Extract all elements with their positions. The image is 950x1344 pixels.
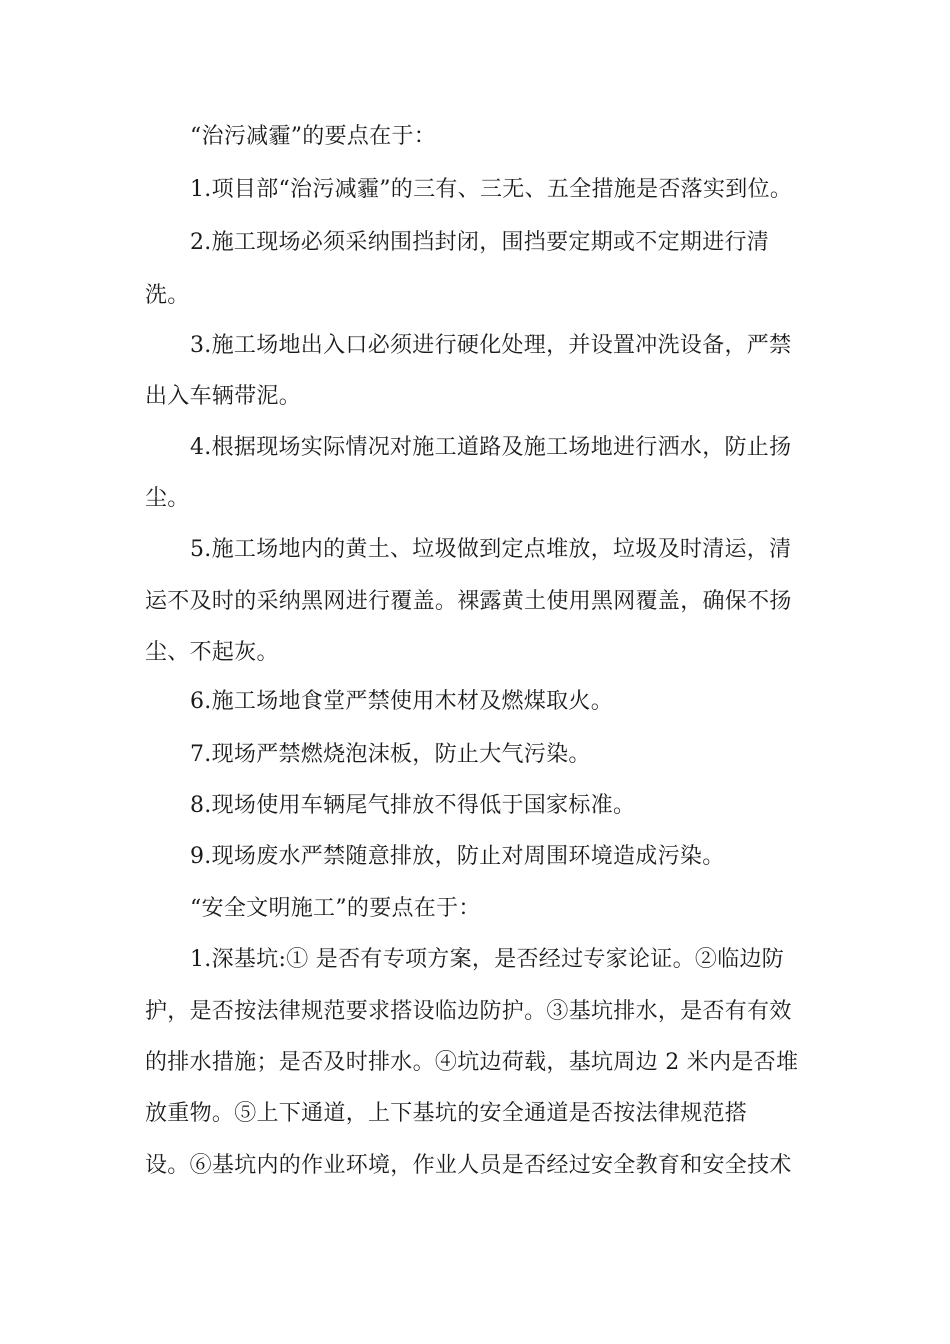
paragraph-line: 5.施工场地内的黄土、垃圾做到定点堆放，垃圾及时清运，清 [190,537,792,562]
paragraph-line: 洗。 [145,283,190,308]
paragraph-line: 9.现场废水严禁随意排放，防止对周围环境造成污染。 [190,844,725,869]
paragraph-line: 1.项目部“治污减霾”的三有、三无、五全措施是否落实到位。 [190,177,793,202]
paragraph-line: 出入车辆带泥。 [145,384,302,409]
paragraph-line: 运不及时的采纳黑网进行覆盖。裸露黄土使用黑网覆盖，确保不扬 [145,589,792,614]
paragraph-line: 放重物。⑤上下通道，上下基坑的安全通道是否按法律规范搭 [145,1101,748,1126]
paragraph-line: 护，是否按法律规范要求搭设临边防护。③基坑排水，是否有有效 [145,999,792,1024]
paragraph-line: 尘。 [145,486,190,511]
paragraph-line: 1.深基坑:① 是否有专项方案，是否经过专家论证。②临边防 [190,947,785,972]
paragraph-line: 设。⑥基坑内的作业环境，作业人员是否经过安全教育和安全技术 [145,1153,792,1178]
section-heading-pollution: “治污减霾”的要点在于： [190,124,437,149]
paragraph-line: 6.施工场地食堂严禁使用木材及燃煤取火。 [190,689,613,714]
paragraph-line: 3.施工场地出入口必须进行硬化处理，并设置冲洗设备，严禁 [190,333,792,358]
section-heading-safety: “安全文明施工”的要点在于： [190,896,481,921]
paragraph-line: 的排水措施；是否及时排水。④坑边荷载，基坑周边 2 米内是否堆 [145,1050,799,1075]
paragraph-line: 8.现场使用车辆尾气排放不得低于国家标准。 [190,793,636,818]
paragraph-line: 7.现场严禁燃烧泡沫板，防止大气污染。 [190,742,591,767]
paragraph-line: 4.根据现场实际情况对施工道路及施工场地进行洒水，防止扬 [190,435,792,460]
paragraph-line: 尘、不起灰。 [145,640,279,665]
paragraph-line: 2.施工现场必须采纳围挡封闭，围挡要定期或不定期进行清 [190,230,770,255]
